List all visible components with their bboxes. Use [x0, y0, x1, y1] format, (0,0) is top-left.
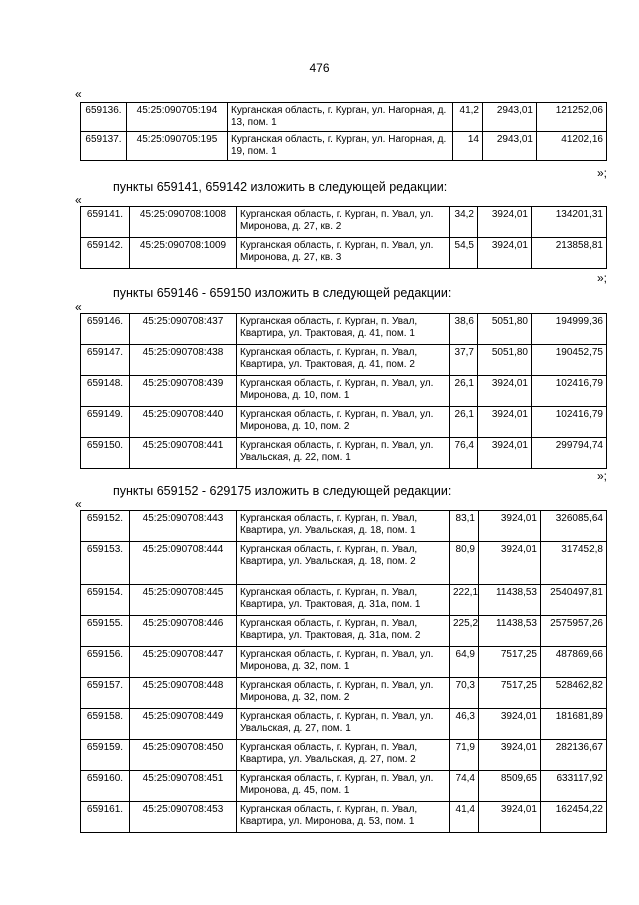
- specific-value-cell: 3924,01: [478, 238, 532, 269]
- row-number-cell: 659142.: [81, 238, 130, 269]
- area-cell: 37,7: [450, 345, 478, 376]
- cadastral-number-cell: 45:25:090708:447: [130, 647, 237, 678]
- row-number-cell: 659148.: [81, 376, 130, 407]
- row-number-cell: 659146.: [81, 314, 130, 345]
- open-quote: «: [75, 497, 82, 511]
- address-cell: Курганская область, г. Курган, п. Увал, Квартира, ул. Трактовая, д. 41, пом. 2: [237, 345, 450, 376]
- table-row: [81, 585, 607, 616]
- table-row: [81, 771, 607, 802]
- cadastral-number-cell: 45:25:090708:440: [130, 407, 237, 438]
- specific-value-cell: 11438,53: [479, 585, 541, 616]
- row-number-cell: 659158.: [81, 709, 130, 740]
- cadastral-value-cell: 121252,06: [537, 103, 607, 132]
- specific-value-cell: 5051,80: [478, 314, 532, 345]
- cadastral-value-cell: 134201,31: [532, 207, 607, 238]
- specific-value-cell: 3924,01: [478, 407, 532, 438]
- row-number-cell: 659160.: [81, 771, 130, 802]
- cadastral-value-cell: 487869,66: [541, 647, 607, 678]
- table-row: [81, 207, 607, 238]
- cadastral-number-cell: 45:25:090708:451: [130, 771, 237, 802]
- table-row: [81, 407, 607, 438]
- row-number-cell: 659147.: [81, 345, 130, 376]
- cadastral-value-cell: 213858,81: [532, 238, 607, 269]
- area-cell: 71,9: [450, 740, 479, 771]
- cadastral-number-cell: 45:25:090708:441: [130, 438, 237, 469]
- close-quote: »;: [597, 469, 608, 483]
- row-number-cell: 659157.: [81, 678, 130, 709]
- cadastral-number-cell: 45:25:090708:444: [130, 542, 237, 585]
- register-table: [80, 206, 607, 269]
- table-row: [81, 238, 607, 269]
- table-row: [81, 345, 607, 376]
- open-quote: «: [75, 87, 82, 101]
- cadastral-number-cell: 45:25:090708:437: [130, 314, 237, 345]
- area-cell: 80,9: [450, 542, 479, 585]
- row-number-cell: 659136.: [81, 103, 127, 132]
- cadastral-value-cell: 190452,75: [532, 345, 607, 376]
- cadastral-number-cell: 45:25:090705:194: [127, 103, 228, 132]
- area-cell: 76,4: [450, 438, 478, 469]
- area-cell: 83,1: [450, 511, 479, 542]
- area-cell: 74,4: [450, 771, 479, 802]
- row-number-cell: 659161.: [81, 802, 130, 833]
- area-cell: 38,6: [450, 314, 478, 345]
- area-cell: 225,2: [450, 616, 479, 647]
- cadastral-number-cell: 45:25:090708:450: [130, 740, 237, 771]
- table-row: [81, 511, 607, 542]
- area-cell: 54,5: [450, 238, 478, 269]
- area-cell: 46,3: [450, 709, 479, 740]
- address-cell: Курганская область, г. Курган, п. Увал, ул. Миронова, д. 10, пом. 1: [237, 376, 450, 407]
- close-quote: »;: [597, 271, 608, 285]
- close-quote: »;: [597, 166, 608, 180]
- section-heading: пункты 659152 - 629175 изложить в следующей редакции:: [113, 484, 452, 498]
- cadastral-number-cell: 45:25:090708:449: [130, 709, 237, 740]
- register-table: [80, 510, 607, 833]
- cadastral-number-cell: 45:25:090705:195: [127, 132, 228, 161]
- cadastral-value-cell: 299794,74: [532, 438, 607, 469]
- address-cell: Курганская область, г. Курган, п. Увал, ул. Миронова, д. 45, пом. 1: [237, 771, 450, 802]
- cadastral-value-cell: 194999,36: [532, 314, 607, 345]
- specific-value-cell: 3924,01: [479, 709, 541, 740]
- cadastral-value-cell: 41202,16: [537, 132, 607, 161]
- address-cell: Курганская область, г. Курган, п. Увал, Квартира, ул. Увальская, д. 18, пом. 1: [237, 511, 450, 542]
- row-number-cell: 659155.: [81, 616, 130, 647]
- row-number-cell: 659137.: [81, 132, 127, 161]
- table-row: [81, 132, 607, 161]
- address-cell: Курганская область, г. Курган, п. Увал, ул. Миронова, д. 10, пом. 2: [237, 407, 450, 438]
- cadastral-number-cell: 45:25:090708:439: [130, 376, 237, 407]
- cadastral-value-cell: 317452,8: [541, 542, 607, 585]
- register-table: [80, 102, 607, 161]
- cadastral-number-cell: 45:25:090708:438: [130, 345, 237, 376]
- row-number-cell: 659141.: [81, 207, 130, 238]
- address-cell: Курганская область, г. Курган, п. Увал, Квартира, ул. Увальская, д. 27, пом. 2: [237, 740, 450, 771]
- table-row: [81, 103, 607, 132]
- cadastral-value-cell: 633117,92: [541, 771, 607, 802]
- area-cell: 64,9: [450, 647, 479, 678]
- cadastral-value-cell: 102416,79: [532, 376, 607, 407]
- specific-value-cell: 8509,65: [479, 771, 541, 802]
- address-cell: Курганская область, г. Курган, п. Увал, ул. Миронова, д. 32, пом. 1: [237, 647, 450, 678]
- specific-value-cell: 3924,01: [479, 740, 541, 771]
- cadastral-value-cell: 326085,64: [541, 511, 607, 542]
- row-number-cell: 659149.: [81, 407, 130, 438]
- specific-value-cell: 3924,01: [479, 542, 541, 585]
- area-cell: 70,3: [450, 678, 479, 709]
- table-row: [81, 678, 607, 709]
- cadastral-number-cell: 45:25:090708:443: [130, 511, 237, 542]
- open-quote: «: [75, 300, 82, 314]
- specific-value-cell: 3924,01: [478, 376, 532, 407]
- table-row: [81, 740, 607, 771]
- area-cell: 26,1: [450, 376, 478, 407]
- address-cell: Курганская область, г. Курган, ул. Нагорная, д. 13, пом. 1: [228, 103, 453, 132]
- row-number-cell: 659156.: [81, 647, 130, 678]
- cadastral-value-cell: 282136,67: [541, 740, 607, 771]
- cadastral-number-cell: 45:25:090708:453: [130, 802, 237, 833]
- specific-value-cell: 3924,01: [478, 438, 532, 469]
- specific-value-cell: 2943,01: [483, 103, 537, 132]
- cadastral-value-cell: 181681,89: [541, 709, 607, 740]
- row-number-cell: 659150.: [81, 438, 130, 469]
- address-cell: Курганская область, г. Курган, п. Увал, Квартира, ул. Трактовая, д. 31а, пом. 2: [237, 616, 450, 647]
- cadastral-number-cell: 45:25:090708:445: [130, 585, 237, 616]
- specific-value-cell: 3924,01: [479, 511, 541, 542]
- row-number-cell: 659154.: [81, 585, 130, 616]
- address-cell: Курганская область, г. Курган, п. Увал, ул. Миронова, д. 27, кв. 3: [237, 238, 450, 269]
- table-row: [81, 376, 607, 407]
- cadastral-number-cell: 45:25:090708:448: [130, 678, 237, 709]
- specific-value-cell: 3924,01: [478, 207, 532, 238]
- specific-value-cell: 7517,25: [479, 647, 541, 678]
- address-cell: Курганская область, г. Курган, п. Увал, ул. Миронова, д. 27, кв. 2: [237, 207, 450, 238]
- area-cell: 14: [453, 132, 483, 161]
- row-number-cell: 659159.: [81, 740, 130, 771]
- table-row: [81, 709, 607, 740]
- address-cell: Курганская область, г. Курган, п. Увал, Квартира, ул. Увальская, д. 18, пом. 2: [237, 542, 450, 585]
- register-table: [80, 313, 607, 469]
- section-heading: пункты 659146 - 659150 изложить в следующей редакции:: [113, 286, 452, 300]
- table-row: [81, 616, 607, 647]
- specific-value-cell: 3924,01: [479, 802, 541, 833]
- cadastral-number-cell: 45:25:090708:1009: [130, 238, 237, 269]
- specific-value-cell: 2943,01: [483, 132, 537, 161]
- cadastral-value-cell: 102416,79: [532, 407, 607, 438]
- address-cell: Курганская область, г. Курган, п. Увал, ул. Увальская, д. 27, пом. 1: [237, 709, 450, 740]
- area-cell: 26,1: [450, 407, 478, 438]
- table-row: [81, 647, 607, 678]
- table-row: [81, 802, 607, 833]
- cadastral-number-cell: 45:25:090708:1008: [130, 207, 237, 238]
- table-row: [81, 314, 607, 345]
- address-cell: Курганская область, г. Курган, п. Увал, Квартира, ул. Трактовая, д. 41, пом. 1: [237, 314, 450, 345]
- table-row: [81, 438, 607, 469]
- cadastral-value-cell: 162454,22: [541, 802, 607, 833]
- address-cell: Курганская область, г. Курган, п. Увал, ул. Миронова, д. 32, пом. 2: [237, 678, 450, 709]
- area-cell: 222,1: [450, 585, 479, 616]
- address-cell: Курганская область, г. Курган, п. Увал, Квартира, ул. Трактовая, д. 31а, пом. 1: [237, 585, 450, 616]
- specific-value-cell: 11438,53: [479, 616, 541, 647]
- row-number-cell: 659152.: [81, 511, 130, 542]
- open-quote: «: [75, 193, 82, 207]
- address-cell: Курганская область, г. Курган, п. Увал, Квартира, ул. Миронова, д. 53, пом. 1: [237, 802, 450, 833]
- cadastral-number-cell: 45:25:090708:446: [130, 616, 237, 647]
- page-number: 476: [309, 61, 330, 75]
- cadastral-value-cell: 2575957,26: [541, 616, 607, 647]
- table-row: [81, 542, 607, 585]
- area-cell: 34,2: [450, 207, 478, 238]
- cadastral-value-cell: 528462,82: [541, 678, 607, 709]
- specific-value-cell: 7517,25: [479, 678, 541, 709]
- address-cell: Курганская область, г. Курган, п. Увал, ул. Увальская, д. 22, пом. 1: [237, 438, 450, 469]
- area-cell: 41,4: [450, 802, 479, 833]
- row-number-cell: 659153.: [81, 542, 130, 585]
- section-heading: пункты 659141, 659142 изложить в следующей редакции:: [113, 180, 448, 194]
- area-cell: 41,2: [453, 103, 483, 132]
- cadastral-value-cell: 2540497,81: [541, 585, 607, 616]
- address-cell: Курганская область, г. Курган, ул. Нагорная, д. 19, пом. 1: [228, 132, 453, 161]
- specific-value-cell: 5051,80: [478, 345, 532, 376]
